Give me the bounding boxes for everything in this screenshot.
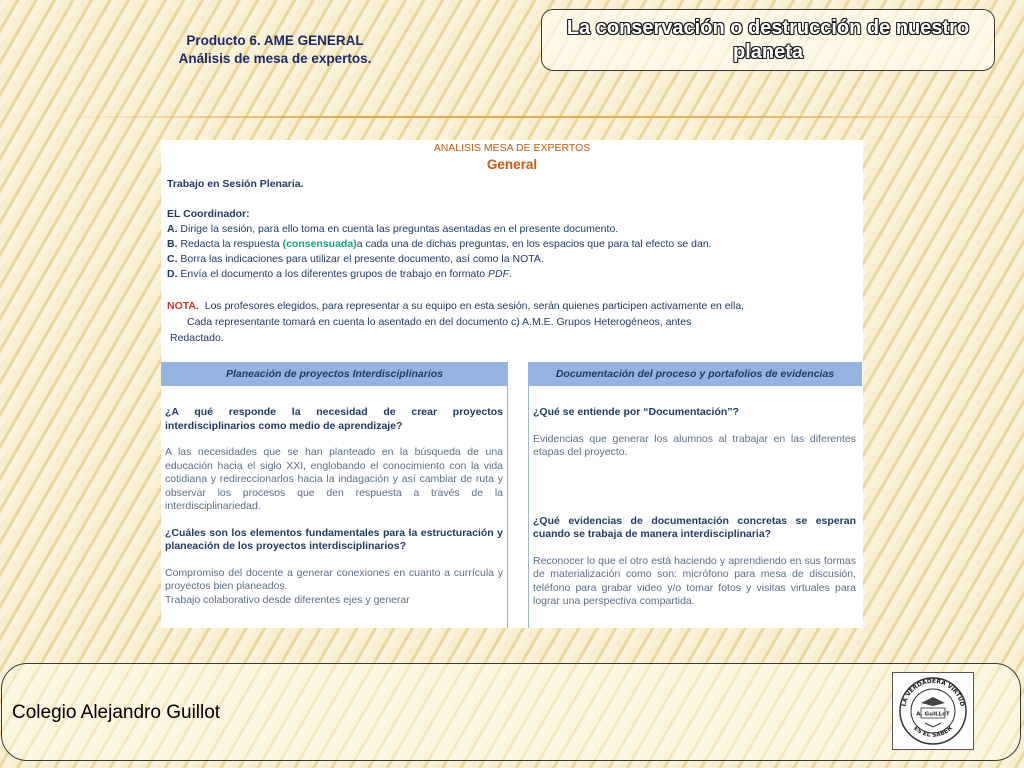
session-text: Trabajo en Sesión Plenaria. xyxy=(167,178,304,190)
left-column-header: Planeación de proyectos Interdisciplinarios xyxy=(161,362,508,386)
svg-text:LA VERDADERA VIRTUD: LA VERDADERA VIRTUD xyxy=(900,677,966,708)
school-seal-icon xyxy=(893,673,973,749)
left-column-body xyxy=(165,406,503,607)
left-question-2: ¿Cuáles son los elementos fundamentales para la estructuración y planeación de los proyectos interdisciplinarios? xyxy=(165,526,503,552)
right-question-1: ¿Qué se entiende por “Documentación”? xyxy=(533,406,739,418)
slide-title-box xyxy=(541,9,995,71)
right-column-header: Documentación del proceso y portafolios de evidencias xyxy=(528,362,862,386)
product-subtitle: Análisis de mesa de expertos. xyxy=(178,51,372,66)
instruction-c: C. Borra las indicaciones para utilizar el presente documento, así como la NOTA. xyxy=(167,253,544,265)
left-question-1: ¿A qué responde la necesidad de crear proyectos interdisciplinarios como medio de aprendizaje? xyxy=(165,406,503,432)
left-answer-2: Compromiso del docente a generar conexiones en cuanto a currícula y proyectos bien planeados. xyxy=(165,566,503,592)
left-answer-1: A las necesidades que se han planteado en la búsqueda de una educación hacia el siglo XXI, englobando el conocimiento con la vida cotidiana y redireccionarlos hacia la indagación y así cambiar de ruta y observar los procesos que den respuesta a través de la interdisciplinariedad. xyxy=(165,446,503,512)
right-answer-2: Reconocer lo que el otro está haciendo y aprendiendo en sus formas de materialización como son: micrófono para mesa de discusión, teléfono para grabar video y/o tomar fotos y visitas virtuales para lograr una perspectiva compartida. xyxy=(533,554,856,607)
svg-text:ES EL SABER: ES EL SABER xyxy=(912,724,954,739)
doc-title-small: ANALISIS MESA DE EXPERTOS xyxy=(433,142,591,154)
svg-text:A. GuILLoT: A. GuILLoT xyxy=(916,711,950,718)
left-answer-3: Trabajo colaborativo desde diferentes ejes y generar xyxy=(165,593,410,606)
note-line-2: Cada representante tomará en cuenta lo asentado en del documento c) A.M.E. Grupos Heterogéneos, antes xyxy=(187,316,692,328)
right-column-border xyxy=(528,386,529,628)
school-logo xyxy=(892,672,974,750)
instruction-a: A. Dirige la sesión, para ello toma en cuenta las preguntas asentadas en el presente documento. xyxy=(167,223,619,235)
document-image xyxy=(161,140,863,628)
left-column-border xyxy=(507,386,508,628)
instruction-d: D. Envía el documento a los diferentes grupos de trabajo en formato PDF. xyxy=(167,268,512,280)
instruction-b: B. Redacta la respuesta (consensuada)a cada una de dichas preguntas, en los espacios que para tal efecto se dan. xyxy=(167,238,712,250)
coordinator-label: EL Coordinador: xyxy=(167,208,250,220)
note-line-3: Redactado. xyxy=(170,332,224,344)
note-line-1: NOTA. Los profesores elegidos, para representar a su equipo en esta sesión, serán quienes participen activamente en ella, xyxy=(167,300,745,312)
right-question-2: ¿Qué evidencias de documentación concretas se esperan cuando se trabaja de manera interdisciplinaria? xyxy=(533,514,856,540)
product-header xyxy=(150,32,400,68)
divider-line xyxy=(60,116,1020,118)
slide-title: La conservación o destrucción de nuestro planeta xyxy=(566,17,970,63)
right-column-body xyxy=(533,406,856,622)
doc-title-big: General xyxy=(486,157,538,172)
product-title: Producto 6. AME GENERAL xyxy=(186,33,364,48)
school-name: Colegio Alejandro Guillot xyxy=(12,702,221,723)
right-answer-1: Evidencias que generar los alumnos al trabajar en las diferentes etapas del proyecto. xyxy=(533,432,856,458)
